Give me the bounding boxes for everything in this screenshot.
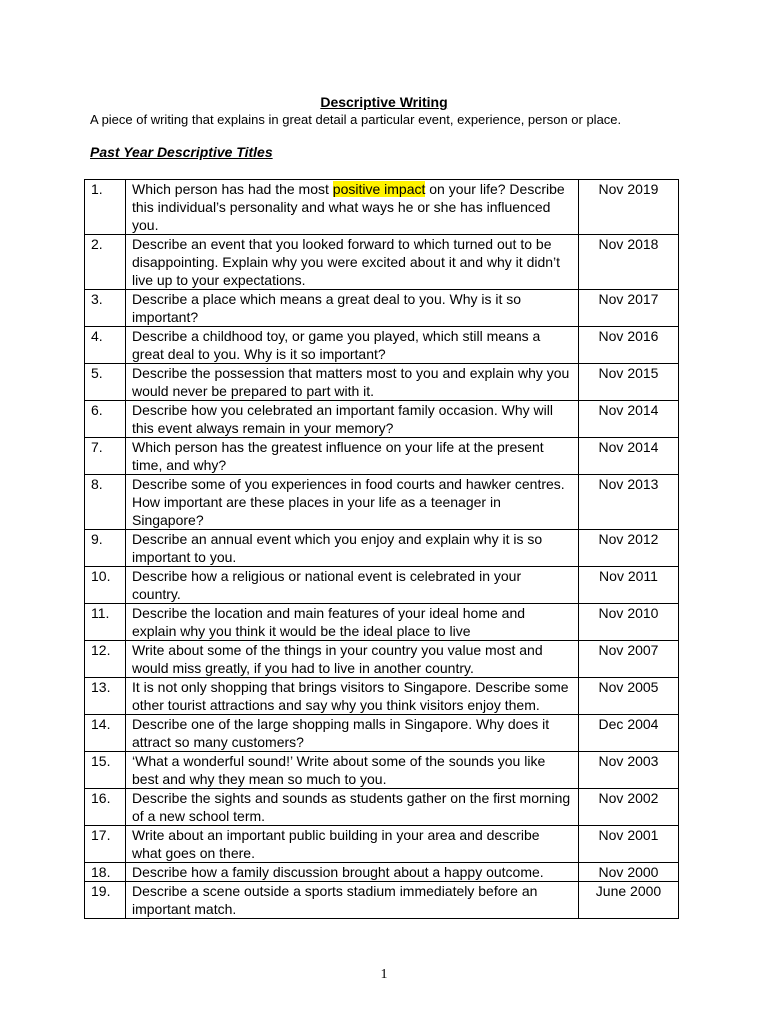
table-row <box>85 438 679 475</box>
row-number: 10. <box>85 567 126 604</box>
row-description: Which person has the greatest influence on your life at the present time, and why? <box>126 438 579 475</box>
row-description: Describe a place which means a great deal to you. Why is it so important? <box>126 290 579 327</box>
row-date: Nov 2003 <box>579 752 679 789</box>
row-date: Nov 2007 <box>579 641 679 678</box>
table-row <box>85 290 679 327</box>
row-number: 18. <box>85 863 126 882</box>
row-number: 19. <box>85 882 126 919</box>
row-date: Nov 2019 <box>579 180 679 235</box>
row-description: Describe a childhood toy, or game you played, which still means a great deal to you. Why is it so important? <box>126 327 579 364</box>
description-text: on your life? Describe this individual’s personality and what ways he or she has influenced you. <box>132 181 565 233</box>
row-number: 13. <box>85 678 126 715</box>
highlighted-phrase: positive impact <box>332 181 426 197</box>
row-description: Describe one of the large shopping malls in Singapore. Why does it attract so many customers? <box>126 715 579 752</box>
row-date: Nov 2017 <box>579 290 679 327</box>
row-description: Describe some of you experiences in food courts and hawker centres. How important are these places in your life as a teenager in Singapore? <box>126 475 579 530</box>
table-row <box>85 364 679 401</box>
row-number: 7. <box>85 438 126 475</box>
table-row <box>85 327 679 364</box>
row-date: Nov 2014 <box>579 401 679 438</box>
table-row <box>85 180 679 235</box>
row-date: Nov 2002 <box>579 789 679 826</box>
table-row <box>85 401 679 438</box>
table-row <box>85 678 679 715</box>
table-row <box>85 567 679 604</box>
row-date: Nov 2016 <box>579 327 679 364</box>
row-description: ‘What a wonderful sound!’ Write about some of the sounds you like best and why they mean so much to you. <box>126 752 579 789</box>
table-row <box>85 826 679 863</box>
row-description: Describe how you celebrated an important family occasion. Why will this event always remain in your memory? <box>126 401 579 438</box>
table-row <box>85 604 679 641</box>
row-date: June 2000 <box>579 882 679 919</box>
table-row <box>85 235 679 290</box>
row-date: Nov 2012 <box>579 530 679 567</box>
row-date: Nov 2018 <box>579 235 679 290</box>
row-number: 14. <box>85 715 126 752</box>
row-date: Nov 2014 <box>579 438 679 475</box>
row-date: Nov 2013 <box>579 475 679 530</box>
row-number: 8. <box>85 475 126 530</box>
document-title: Descriptive Writing <box>320 94 448 110</box>
row-description: Write about an important public building in your area and describe what goes on there. <box>126 826 579 863</box>
row-date: Nov 2001 <box>579 826 679 863</box>
row-number: 17. <box>85 826 126 863</box>
row-description: Describe the location and main features of your ideal home and explain why you think it would be the ideal place to live <box>126 604 579 641</box>
description-text: Which person has had the most <box>132 181 333 197</box>
row-date: Nov 2015 <box>579 364 679 401</box>
row-description: Describe how a family discussion brought about a happy outcome. <box>126 863 579 882</box>
row-date: Nov 2000 <box>579 863 679 882</box>
row-number: 4. <box>85 327 126 364</box>
document-subtitle: A piece of writing that explains in great detail a particular event, experience, person or place. <box>90 112 622 127</box>
table-row <box>85 641 679 678</box>
table-row <box>85 715 679 752</box>
row-description: Describe an annual event which you enjoy and explain why it is so important to you. <box>126 530 579 567</box>
row-description: It is not only shopping that brings visitors to Singapore. Describe some other tourist attractions and say why you think visitors enjoy them. <box>126 678 579 715</box>
row-description <box>126 180 579 235</box>
row-number: 16. <box>85 789 126 826</box>
row-description: Describe an event that you looked forward to which turned out to be disappointing. Explain why you were excited about it and why it didn’t live up to your expectations. <box>126 235 579 290</box>
page-number: 1 <box>380 967 388 982</box>
row-date: Dec 2004 <box>579 715 679 752</box>
row-description: Describe the sights and sounds as students gather on the first morning of a new school term. <box>126 789 579 826</box>
table-row <box>85 475 679 530</box>
row-description: Describe a scene outside a sports stadium immediately before an important match. <box>126 882 579 919</box>
row-number: 12. <box>85 641 126 678</box>
titles-table <box>84 179 679 919</box>
section-heading: Past Year Descriptive Titles <box>90 144 273 160</box>
row-number: 5. <box>85 364 126 401</box>
row-date: Nov 2011 <box>579 567 679 604</box>
row-number: 2. <box>85 235 126 290</box>
table-row <box>85 863 679 882</box>
titles-table-body <box>85 180 679 919</box>
row-number: 11. <box>85 604 126 641</box>
row-number: 15. <box>85 752 126 789</box>
table-row <box>85 789 679 826</box>
row-number: 3. <box>85 290 126 327</box>
row-date: Nov 2005 <box>579 678 679 715</box>
table-row <box>85 882 679 919</box>
row-number: 1. <box>85 180 126 235</box>
row-description: Describe how a religious or national event is celebrated in your country. <box>126 567 579 604</box>
row-description: Write about some of the things in your country you value most and would miss greatly, if you had to live in another country. <box>126 641 579 678</box>
row-number: 9. <box>85 530 126 567</box>
row-description: Describe the possession that matters most to you and explain why you would never be prepared to part with it. <box>126 364 579 401</box>
row-date: Nov 2010 <box>579 604 679 641</box>
table-row <box>85 530 679 567</box>
row-number: 6. <box>85 401 126 438</box>
table-row <box>85 752 679 789</box>
